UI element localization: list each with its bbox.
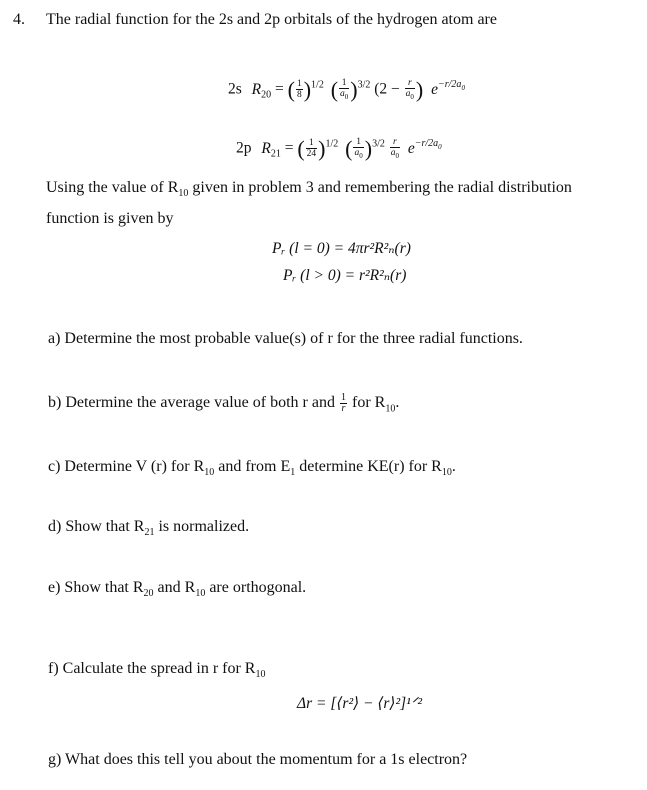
r21-power-half: 1/2 (325, 138, 339, 150)
distribution-eq-l0: Pᵣ (l = 0) = 4πr²R²ₙ(r) (272, 240, 411, 257)
r20-frac-1-8: $\frac{1}{8}$ (296, 79, 302, 101)
part-d: d) Show that $R_{21}$ is normalized. (48, 518, 250, 539)
orbital-label-2s: 2s (228, 80, 242, 98)
part-a: a) Determine the most probable value(s) of r for the three radial functions. (48, 330, 523, 347)
r21-exp-power: −r/2a0 (414, 138, 442, 152)
equation-r20: 2s $R_{20}$ = ( $\frac{1}{8}$ )$^{1/2}$ ( $\frac{1}{a_0}$ )$^{3/2}$ (2 − $\frac{r}{a_0}$ ) $e^{-r/2a_0}$ (228, 76, 465, 102)
equation-r21: 2p $R_{21}$ = ( $\frac{1}{24}$ )$^{1/2}$ ( $\frac{1}{a_0}$ )$^{3/2}$ $\frac{r}{a_0}$ $e^{-r/2a_0}$ (236, 135, 442, 161)
orbital-label-2p: 2p (236, 139, 252, 157)
r20-sub: 20 (261, 89, 272, 101)
problem-intro: The radial function for the 2s and 2p orbitals of the hydrogen atom are (46, 11, 497, 28)
r21-frac-1-24: $\frac{1}{24}$ (306, 138, 317, 160)
r21-frac-1-a0: $\frac{1}{a_0}$ (354, 137, 363, 160)
r20-power-three-halves: 3/2 (357, 79, 371, 91)
r20-exp: e (431, 80, 439, 98)
r21-frac-r-a0: $\frac{r}{a_0}$ (390, 137, 399, 160)
distribution-eq-lgt0: Pᵣ (l > 0) = r²R²ₙ(r) (283, 267, 407, 284)
r20-two-minus: (2 − (374, 80, 400, 98)
part-e: e) Show that $R_{20}$ and $R_{10}$ are orthogonal. (48, 579, 307, 600)
body-line-2: function is given by (46, 210, 174, 227)
r21-power-three-halves: 3/2 (372, 138, 385, 150)
part-f: f) Calculate the spread in r for $R_{10}$ (48, 660, 266, 681)
r20-power-half: 1/2 (311, 79, 324, 91)
r20-frac-r-a0: $\frac{r}{a_0}$ (405, 78, 414, 101)
r20-frac-1-a0: $\frac{1}{a_0}$ (340, 78, 349, 101)
spread-equation: Δr = [⟨r²⟩ − ⟨r⟩²]¹ᐟ² (297, 695, 423, 712)
r20-lhs: R (251, 80, 262, 98)
part-b: b) Determine the average value of both r and $\frac{1}{r}$ for $R_{10}$. (48, 392, 400, 415)
r21-sub: 21 (270, 148, 281, 160)
r20-exp-power: −r/2a0 (438, 79, 465, 93)
body-line-1: Using the value of $R_{10}$ given in problem 3 and remembering the radial distribution (46, 179, 572, 200)
part-g: g) What does this tell you about the momentum for a 1s electron? (48, 751, 468, 768)
r21-exp: e (407, 139, 415, 157)
problem-number: 4. (13, 11, 25, 28)
r21-lhs: R (261, 139, 271, 157)
part-c: c) Determine V (r) for $R_{10}$ and from $E_1$ determine KE(r) for $R_{10}$. (48, 458, 456, 479)
